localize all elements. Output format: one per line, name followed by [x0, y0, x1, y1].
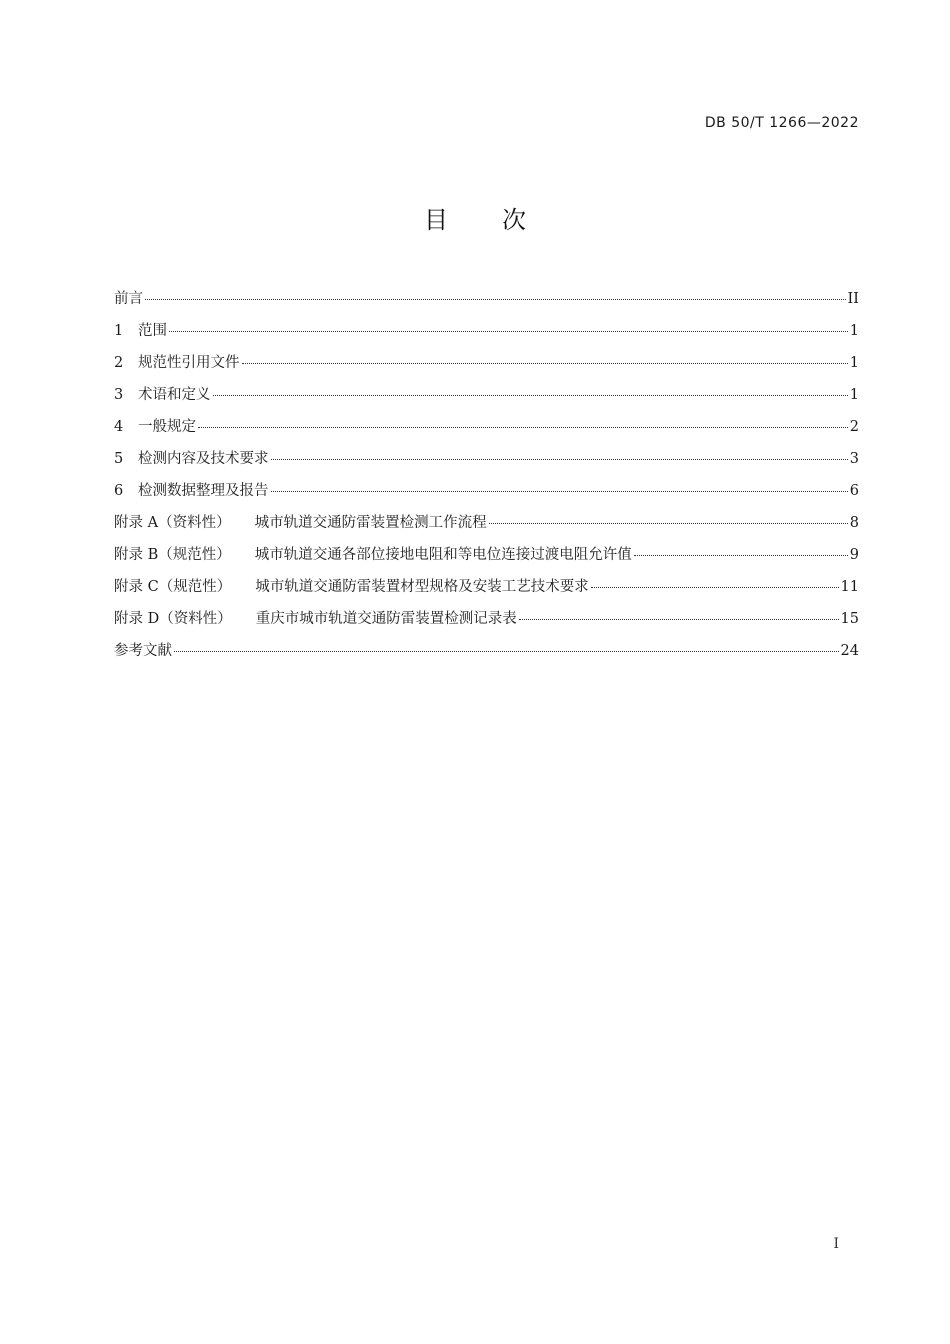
toc-entry-number: 1 — [114, 323, 124, 339]
dot-leader — [169, 317, 848, 332]
document-code: DB 50/T 1266—2022 — [704, 115, 859, 131]
toc-entry-page: 1 — [849, 355, 859, 371]
toc-entry-number: 2 — [114, 355, 124, 371]
toc-entry-label: 参考文献 — [114, 643, 172, 659]
appendix-tag: 附录 D（资料性） — [114, 611, 232, 627]
toc-entry-label: 城市轨道交通防雷装置材型规格及安装工艺技术要求 — [255, 579, 589, 595]
dot-leader — [591, 573, 839, 588]
title-char-2: 次 — [502, 206, 526, 234]
toc-entry-number: 5 — [114, 451, 124, 467]
dot-leader — [489, 509, 848, 524]
appendix-tag: 附录 C（规范性） — [114, 579, 232, 595]
toc-entry-data-report[interactable] — [114, 479, 859, 511]
toc-entry-label: 检测内容及技术要求 — [138, 451, 269, 467]
toc-entry-page: 1 — [849, 387, 859, 403]
toc-entry-general-provisions[interactable] — [114, 415, 859, 447]
dot-leader — [271, 477, 848, 492]
toc-entry-page: 3 — [849, 451, 859, 467]
toc-entry-label: 城市轨道交通防雷装置检测工作流程 — [254, 515, 487, 531]
dot-leader — [271, 445, 848, 460]
appendix-tag: 附录 A（资料性） — [114, 515, 231, 531]
toc-entry-page: 24 — [840, 643, 859, 659]
dot-leader — [198, 413, 848, 428]
toc-entry-normative-references[interactable] — [114, 351, 859, 383]
toc-entry-label: 术语和定义 — [138, 387, 211, 403]
toc-entry-bibliography[interactable] — [114, 639, 859, 671]
toc-entry-page: 8 — [849, 515, 859, 531]
toc-entry-page: 11 — [840, 579, 859, 595]
toc-entry-number: 4 — [114, 419, 124, 435]
toc-entry-foreword[interactable] — [114, 287, 859, 319]
toc-entry-page: II — [847, 291, 859, 307]
appendix-tag: 附录 B（规范性） — [114, 547, 231, 563]
toc-entry-page: 6 — [849, 483, 859, 499]
toc-entry-page: 2 — [849, 419, 859, 435]
toc-entry-appendix-c[interactable] — [114, 575, 859, 607]
toc-entry-label: 规范性引用文件 — [138, 355, 240, 371]
page-number: I — [833, 1236, 839, 1252]
toc-entry-page: 15 — [840, 611, 859, 627]
dot-leader — [145, 285, 846, 300]
toc-entry-label: 检测数据整理及报告 — [138, 483, 269, 499]
toc-entry-number: 6 — [114, 483, 124, 499]
toc-entry-page: 9 — [849, 547, 859, 563]
toc-entry-appendix-d[interactable] — [114, 607, 859, 639]
toc-entry-label: 一般规定 — [138, 419, 196, 435]
toc-entry-page: 1 — [849, 323, 859, 339]
dot-leader — [634, 541, 848, 556]
table-of-contents — [114, 287, 859, 671]
toc-entry-inspection-content[interactable] — [114, 447, 859, 479]
dot-leader — [242, 349, 848, 364]
toc-entry-label: 重庆市城市轨道交通防雷装置检测记录表 — [255, 611, 517, 627]
toc-entry-terms-definitions[interactable] — [114, 383, 859, 415]
dot-leader — [213, 381, 848, 396]
toc-entry-appendix-a[interactable] — [114, 511, 859, 543]
toc-entry-number: 3 — [114, 387, 124, 403]
page-title — [0, 200, 950, 235]
title-char-1: 目 — [424, 206, 448, 234]
toc-entry-label: 前言 — [114, 291, 143, 307]
toc-entry-label: 范围 — [138, 323, 167, 339]
toc-entry-appendix-b[interactable] — [114, 543, 859, 575]
toc-entry-scope[interactable] — [114, 319, 859, 351]
dot-leader — [174, 637, 839, 652]
dot-leader — [519, 605, 839, 620]
toc-entry-label: 城市轨道交通各部位接地电阻和等电位连接过渡电阻允许值 — [254, 547, 632, 563]
